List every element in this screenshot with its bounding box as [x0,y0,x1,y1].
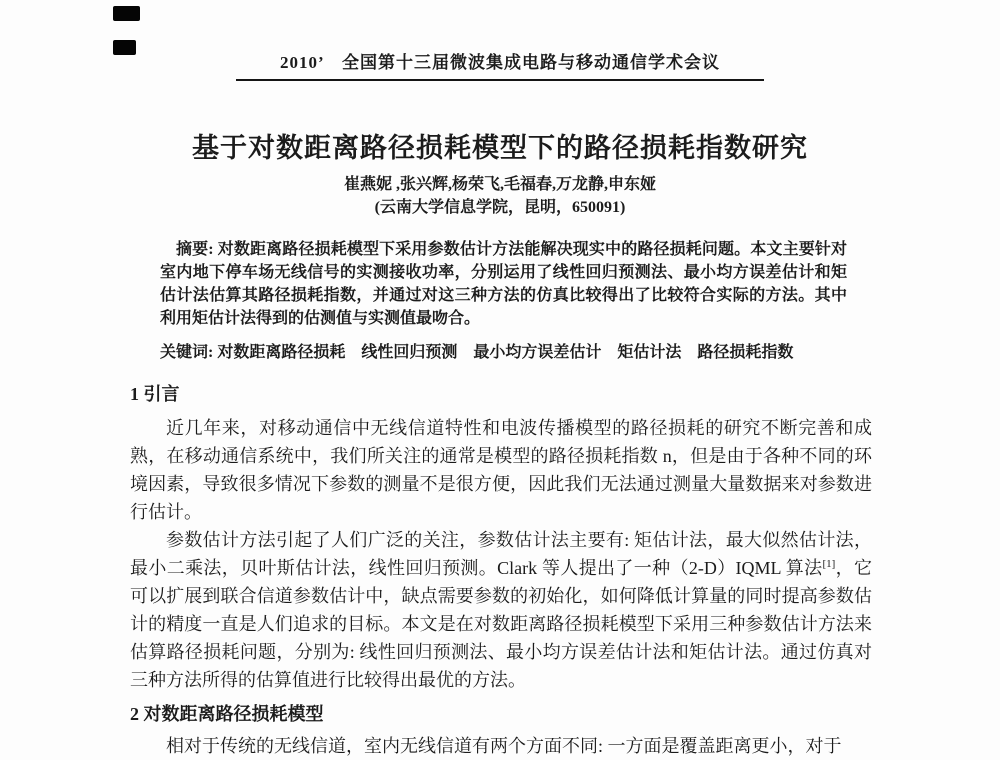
keywords-text: 对数距离路径损耗 线性回归预测 最小均方误差估计 矩估计法 路径损耗指数 [217,344,794,361]
page-content [130,238,872,760]
scan-artifact [113,6,140,21]
abstract-text: 对数距离路径损耗模型下采用参数估计方法能解决现实中的路径损耗问题。本文主要针对室内地下停车场无线信号的实测接收功率，分别运用了线性回归预测法、最小均方误差估计和矩估计法估算其路径损耗指数，并通过对这三种方法的仿真比较得出了比较符合实际的方法。其中利用矩估计法得到的估测值与实测值最吻合。 [160,241,847,327]
section-1-heading: 1 引言 [130,384,180,404]
section-2-heading: 2 对数距离路径损耗模型 [130,704,324,724]
affiliation: (云南大学信息学院，昆明，650091) [374,199,626,216]
citation-marker: [1] [822,558,836,570]
section-1-paragraph-1: 近几年来，对移动通信中无线信道特性和电波传播模型的路径损耗的研究不断完善和成熟，在移动通信系统中，我们所关注的通常是模型的路径损耗指数 n，但是由于各种不同的环境因素，导致很多情况下参数的测量不是很方便，因此我们无法通过测量大量数据来对参数进行估计。 [130,418,872,522]
author-list: 崔燕妮 ,张兴辉,杨荣飞,毛福春,万龙静,申东娅 [343,176,656,193]
paragraph-text: 参数估计方法引起了人们广泛的关注，参数估计法主要有: 矩估计法，最大似然估计法，最小二乘法，贝叶斯估计法，线性回归预测。Clark 等人提出了一种（2-D）IQML 算法 [130,530,872,578]
conference-header [0,0,1000,81]
section-1-paragraph-2 [130,526,872,694]
abstract-block [160,238,847,330]
paragraph-text: ，它可以扩展到联合信道参数估计中，缺点需要参数的初始化，如何降低计算量的同时提高参数估计的精度一直是人们追求的目标。本文是在对数距离路径损耗模型下采用三种参数估计方法来估算路径损耗问题，分别为: 线性回归预测法、最小均方误差估计法和矩估计法。通过仿真对三种方法所得的估算值进行比较得出最优的方法。 [130,558,872,690]
section-2-paragraph-1: 相对于传统的无线信道，室内无线信道有两个方面不同: 一方面是覆盖距离更小，对于 [166,736,842,756]
conference-title: 2010’ 全国第十三届微波集成电路与移动通信学术会议 [279,53,721,72]
abstract-label: 摘要: [176,241,218,258]
header-rule [236,79,764,81]
keywords-block [160,341,847,364]
keywords-label: 关键词: [160,344,218,361]
paper-title: 基于对数距离路径损耗模型下的路径损耗指数研究 [192,133,808,163]
scan-artifact [113,40,136,55]
